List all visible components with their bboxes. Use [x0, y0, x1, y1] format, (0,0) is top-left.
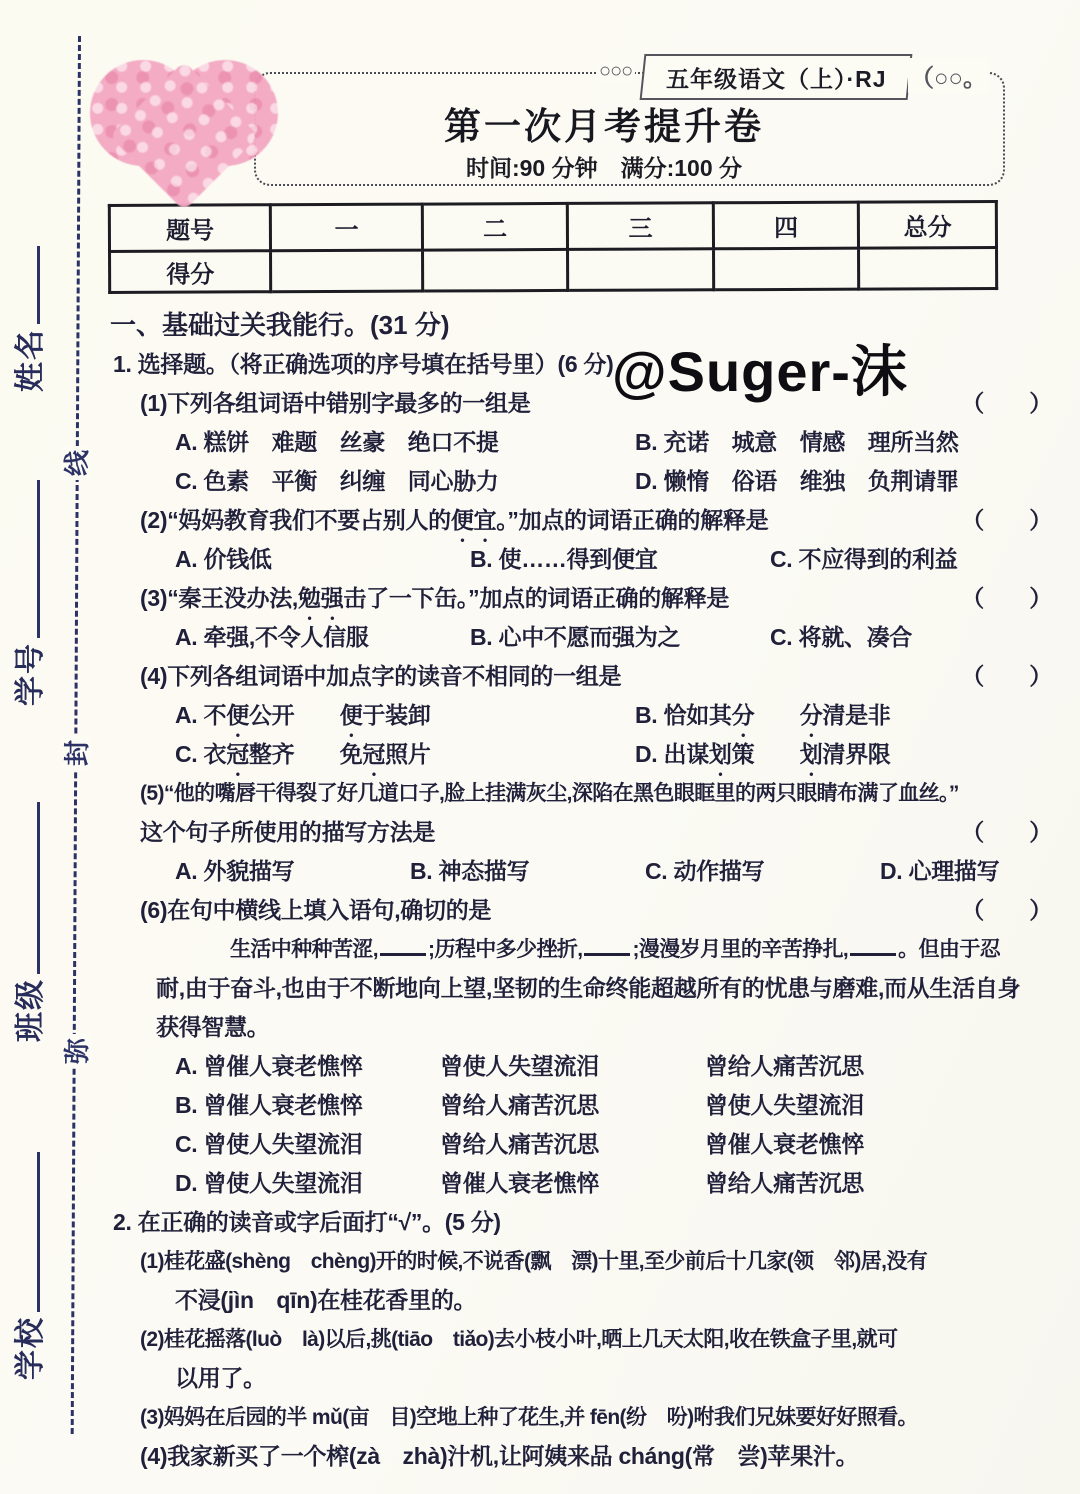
q1-item6-option-b: [110, 1086, 1062, 1125]
q1-item1-options-row2: [110, 462, 1062, 501]
answer-bracket: （ ）: [961, 390, 1052, 416]
passage-text: 。但由于忍: [898, 938, 1001, 961]
q1-item4-options-row1: [110, 696, 1062, 735]
field-label: 学号: [14, 642, 47, 706]
score-col-total: 总分: [859, 202, 997, 249]
q1-item6-stem-row: [110, 891, 1062, 930]
field-school: [11, 1152, 51, 1380]
q1-item1-stem: (1)下列各组词语中错别字最多的一组是: [140, 390, 531, 416]
q1-item5-options: [110, 852, 1062, 891]
edition-banner: [640, 54, 913, 100]
option-c: C. 动作描写: [645, 858, 765, 884]
name-blank-line: [36, 246, 40, 324]
option-b: B. 心中不愿而强为之: [470, 624, 681, 650]
option-text: 于装卸: [362, 702, 431, 728]
option-text: 策: [731, 741, 800, 767]
score-col-3: 三: [568, 203, 714, 250]
q1-item2-options: [110, 540, 1062, 579]
score-cell-empty: [713, 248, 859, 290]
phrase-3: 曾给人痛苦沉思: [705, 1170, 864, 1196]
phrase-3: 曾使人失望流泪: [705, 1092, 864, 1118]
q2-item3: (3)妈妈在后园的半 mǔ(亩 目)空地上种了花生,并 fēn(纷 吩)咐我们兄妹要好好照看。: [140, 1406, 918, 1429]
option-text: 清是非: [822, 702, 891, 728]
dotted-char: 划: [799, 741, 823, 767]
option-b: B. 充诺 城意 情感 理所当然: [635, 429, 959, 455]
seal-char-mi: 弥: [62, 1034, 92, 1068]
q1-item4-stem-row: [110, 657, 1062, 696]
q1-item3-stem-row: [110, 579, 1062, 618]
phrase-1: D. 曾使人失望流泪: [175, 1170, 363, 1196]
stem-text: (2)“妈妈教育我们不要占别人的: [140, 507, 451, 533]
field-student-name: [11, 246, 51, 392]
dotted-char: 便: [226, 702, 249, 728]
score-cell-empty: [422, 249, 568, 291]
option-text: 公开: [248, 702, 340, 728]
score-col-2: 二: [422, 203, 568, 250]
q2-item2-line1: (2)桂花摇落(luò là)以后,挑(tiāo tiǎo)去小枝小叶,晒上几天太阳,收在铁盒子里,就可: [140, 1328, 898, 1351]
fill-blank: [380, 939, 426, 956]
fill-blank: [584, 939, 630, 956]
phrase-2: 曾催人衰老憔悴: [440, 1170, 599, 1196]
option-c: C. 色素 平衡 纠缠 同心胁力: [175, 468, 499, 494]
dotted-char: 冠: [226, 741, 249, 767]
option-text: 整齐 免: [248, 741, 363, 767]
phrase-3: 曾催人衰老憔悴: [705, 1131, 864, 1157]
phrase-1: C. 曾使人失望流泪: [175, 1131, 363, 1157]
number-blank-line: [36, 480, 40, 638]
passage-text: ;漫漫岁月里的辛苦挣扎,: [632, 938, 849, 961]
field-label: 班级: [14, 978, 47, 1042]
q1-item1-options-row1: [110, 423, 1062, 462]
option-c: C. 将就、凑合: [770, 624, 912, 650]
seal-char-feng: 封: [62, 736, 92, 770]
q1-item3-options: [110, 618, 1062, 657]
option-c: C. 不应得到的利益: [770, 546, 958, 572]
option-d: D. 懒惰 俗语 维独 负荆请罪: [635, 468, 959, 494]
stem-text: 。”加点的词语正确的解释是: [496, 507, 769, 533]
watermark-text: @Suger-沫: [612, 340, 908, 403]
answer-bracket: （ ）: [961, 507, 1052, 533]
option-text: 清界限: [822, 741, 891, 767]
binding-dashed-line: [71, 36, 81, 1434]
field-student-number: [11, 480, 51, 706]
q2-item4: (4)我家新买了一个榨(zà zhà)汁机,让阿姨来品 cháng(常 尝)苹果汁。: [140, 1443, 859, 1469]
q1-item6-stem: (6)在句中横线上填入语句,确切的是: [140, 897, 492, 923]
dotted-char: 便: [339, 702, 363, 728]
q1-item6-passage-line1: [110, 930, 1062, 969]
q2-item1-line1: (1)桂花盛(shèng chèng)开的时候,不说香(飘 漂)十里,至少前后十几家(领 邻)居,没有: [140, 1250, 928, 1273]
section-1-points: (31 分): [370, 310, 450, 340]
option-text: 照片: [385, 741, 431, 767]
score-row-label: 得分: [110, 251, 272, 293]
q1-item6-passage-line2: 耐,由于奋斗,也由于不断地向上望,坚韧的生命终能超越所有的忧患与磨难,而从生活自身: [156, 975, 1021, 1001]
fill-blank: [850, 939, 896, 956]
q1-stem: 1. 选择题。（将正确选项的序号填在括号里）(6 分): [113, 351, 614, 377]
q1-item6-option-a: [110, 1047, 1062, 1086]
q1-item5-quote: (5)“他的嘴唇干得裂了好几道口子,脸上挂满灰尘,深陷在黑色眼眶里的两只眼睛布满了血丝。”: [140, 782, 959, 805]
q1-item4-options-row2: [110, 735, 1062, 774]
exam-body: [110, 306, 1062, 1476]
phrase-2: 曾给人痛苦沉思: [440, 1092, 599, 1118]
phrase-2: 曾给人痛苦沉思: [440, 1131, 599, 1157]
passage-text: ;历程中多少挫折,: [428, 938, 583, 961]
paper-title: 第一次月考提升卷: [444, 106, 764, 147]
answer-bracket: （ ）: [961, 585, 1052, 611]
edition-label: 五年级语文（上）·RJ: [665, 65, 887, 92]
score-cell-empty: [568, 249, 714, 291]
pink-heart-decoration: [90, 50, 282, 218]
option-a: A. 糕饼 难题 丝豪 绝口不提: [175, 429, 499, 455]
field-class: [11, 802, 51, 1042]
q1-item5-stem: 这个句子所使用的描写方法是: [140, 819, 436, 845]
phrase-2: 曾使人失望流泪: [440, 1053, 599, 1079]
passage-text: 生活中种种苦涩,: [230, 938, 379, 961]
option-text: C. 衣: [175, 741, 227, 767]
time-score-subtitle: 时间:90 分钟 满分:100 分: [465, 155, 743, 181]
q1-item6-option-d: [110, 1164, 1062, 1203]
school-blank-line: [36, 1152, 40, 1312]
phrase-1: B. 曾催人衰老憔悴: [175, 1092, 363, 1118]
score-table-score-row: [110, 248, 997, 293]
stem-text: 击了一下缶。”加点的词语正确的解释是: [343, 585, 730, 611]
q2-item1-line2: 不浸(jìn qīn)在桂花香里的。: [175, 1287, 477, 1313]
q1-item2-stem: [110, 501, 961, 540]
emphasized-word: 勉强: [298, 585, 344, 611]
option-a: A. 价钱低: [175, 546, 272, 572]
option-text: A. 不: [175, 702, 227, 728]
score-col-4: 四: [713, 202, 859, 249]
stem-text: (3)“秦王没办法,: [140, 585, 299, 611]
q1-item2-stem-row: [110, 501, 1062, 540]
answer-bracket: （ ）: [961, 663, 1052, 689]
option-text: B. 恰如其: [635, 702, 732, 728]
option-b: B. 神态描写: [410, 858, 530, 884]
option-d: D. 心理描写: [880, 858, 1000, 884]
section-1-heading: [110, 306, 1062, 345]
score-table-corner: 题号: [109, 205, 271, 252]
decorative-circles-left: ○○○: [596, 60, 635, 83]
field-label: 学校: [14, 1316, 47, 1380]
q2-stem: 2. 在正确的读音或字后面打“√”。(5 分): [113, 1209, 501, 1235]
option-text: D. 出谋: [635, 741, 709, 767]
score-col-1: 一: [271, 204, 423, 251]
class-blank-line: [36, 802, 40, 974]
dotted-char: 冠: [362, 741, 386, 767]
phrase-1: A. 曾催人衰老憔悴: [175, 1053, 363, 1079]
q2-item2-line2: 以用了。: [175, 1365, 266, 1391]
option-a: A. 外貌描写: [175, 858, 295, 884]
decorative-circles-right: （○○。: [908, 58, 989, 93]
score-cell-empty: [859, 248, 997, 290]
answer-bracket: （ ）: [961, 897, 1052, 923]
q1-item6-passage-line3: 获得智慧。: [156, 1014, 270, 1040]
answer-bracket: （ ）: [961, 819, 1052, 845]
dotted-char: 分: [731, 702, 755, 728]
q1-item5-stem-row: [110, 813, 1062, 852]
dotted-char: 划: [708, 741, 732, 767]
field-label: 姓名: [14, 328, 47, 392]
q1-item1-stem-row: [110, 384, 1062, 423]
phrase-3: 曾给人痛苦沉思: [705, 1053, 864, 1079]
section-1-title: 一、基础过关我能行。: [110, 310, 371, 340]
option-a: A. 牵强,不令人信服: [175, 624, 369, 650]
option-text: [754, 702, 799, 728]
seal-char-xian: 线: [62, 446, 92, 480]
score-cell-empty: [271, 250, 423, 292]
q1-item6-option-c: [110, 1125, 1062, 1164]
dotted-char: 分: [799, 702, 823, 728]
q1-item3-stem: [110, 579, 961, 618]
emphasized-word: 便宜: [450, 507, 497, 533]
q1-item4-stem: (4)下列各组词语中加点字的读音不相同的一组是: [140, 663, 622, 689]
option-b: B. 使……得到便宜: [470, 546, 658, 572]
